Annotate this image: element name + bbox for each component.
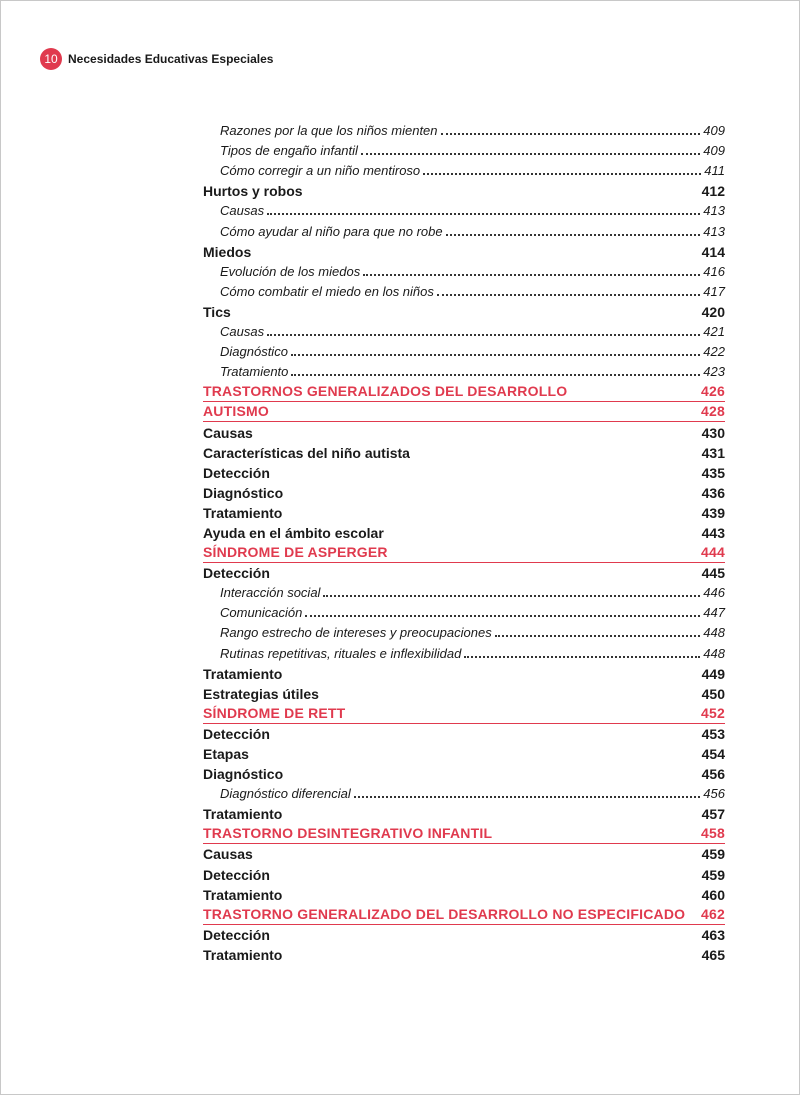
book-title: Necesidades Educativas Especiales	[68, 52, 274, 66]
toc-entry-label: Tratamiento	[220, 364, 289, 380]
toc-entry-page-number: 463	[701, 926, 725, 943]
toc-entry-label: Rutinas repetitivas, rituales e inflexibilidad	[220, 645, 462, 661]
toc-entry-page-number: 435	[701, 464, 725, 481]
toc-entry-topic[interactable]	[203, 744, 725, 764]
toc-entry-label: Cómo ayudar al niño para que no robe	[220, 223, 443, 239]
toc-entry-page-number: 420	[701, 303, 725, 320]
toc-entry-label: Causas	[220, 324, 265, 340]
toc-entry-page-number: 444	[701, 544, 725, 561]
toc-entry-sub[interactable]	[203, 623, 725, 643]
toc-entry-topic[interactable]	[203, 945, 725, 965]
toc-entry-label: Tipos de engaño infantil	[220, 143, 358, 159]
toc-entry-sub[interactable]	[203, 342, 725, 362]
toc-entry-topic[interactable]	[203, 684, 725, 704]
page-number-badge: 10	[40, 48, 62, 70]
toc-entry-page-number: 447	[703, 605, 725, 621]
toc-entry-sub[interactable]	[203, 141, 725, 161]
toc-entry-page-number: 445	[701, 565, 725, 582]
toc-entry-topic[interactable]	[203, 664, 725, 684]
toc-entry-label: Tratamiento	[203, 946, 283, 963]
toc-entry-page-number: 413	[703, 203, 725, 219]
toc-entry-page-number: 412	[701, 183, 725, 200]
toc-entry-section[interactable]	[203, 824, 725, 844]
toc-entry-label: Comunicación	[220, 605, 303, 621]
toc-entry-topic[interactable]	[203, 443, 725, 463]
toc-entry-label: Evolución de los miedos	[220, 263, 361, 279]
dot-leader	[363, 274, 700, 276]
toc-entry-label: Interacción social	[220, 585, 321, 601]
toc-entry-label: SÍNDROME DE ASPERGER	[203, 544, 388, 561]
toc-entry-page-number: 411	[704, 163, 725, 179]
toc-entry-sub[interactable]	[203, 603, 725, 623]
toc-entry-page-number: 453	[701, 725, 725, 742]
toc-entry-label: AUTISMO	[203, 403, 269, 420]
toc-entry-page-number: 413	[703, 223, 725, 239]
toc-entry-page-number: 431	[701, 444, 725, 461]
toc-entry-label: Diagnóstico diferencial	[220, 786, 351, 802]
toc-entry-topic[interactable]	[203, 925, 725, 945]
toc-entry-page-number: 448	[703, 645, 725, 661]
toc-entry-label: Rango estrecho de intereses y preocupaciones	[220, 625, 492, 641]
toc-entry-label: Etapas	[203, 746, 249, 762]
toc-entry-label: Tratamiento	[203, 665, 283, 682]
dot-leader	[305, 615, 700, 617]
toc-entry-section[interactable]	[203, 402, 725, 422]
toc-entry-label: Detección	[203, 926, 270, 943]
toc-entry-page-number: 421	[703, 324, 725, 340]
toc-entry-page-number: 443	[701, 524, 725, 541]
toc-entry-label: Ayuda en el ámbito escolar	[203, 524, 384, 541]
toc-entry-page-number: 423	[703, 364, 725, 380]
toc-entry-label: Características del niño autista	[203, 444, 410, 461]
toc-entry-sub[interactable]	[203, 262, 725, 282]
toc-entry-topic[interactable]	[203, 483, 725, 503]
toc-entry-label: Detección	[203, 725, 270, 742]
toc-entry-page-number: 417	[703, 283, 725, 299]
toc-entry-page-number: 436	[701, 484, 725, 501]
toc-entry-page-number: 456	[701, 766, 725, 783]
running-header	[40, 48, 273, 70]
toc-entry-label: Tratamiento	[203, 806, 283, 823]
toc-entry-page-number: 409	[703, 143, 725, 159]
toc-entry-label: TRASTORNOS GENERALIZADOS DEL DESARROLLO	[203, 383, 568, 400]
toc-entry-label: Miedos	[203, 243, 252, 260]
toc-entry-sub[interactable]	[203, 583, 725, 603]
toc-entry-label: Causas	[220, 203, 265, 219]
toc-entry-topic[interactable]	[203, 724, 725, 744]
toc-entry-page-number: 460	[701, 886, 725, 903]
toc-entry-label: Diagnóstico	[220, 344, 288, 360]
toc-entry-page-number: 457	[701, 806, 725, 823]
toc-entry-label: SÍNDROME DE RETT	[203, 704, 346, 721]
toc-entry-sub[interactable]	[203, 121, 725, 141]
dot-leader	[464, 656, 700, 658]
toc-entry-label: TRASTORNO GENERALIZADO DEL DESARROLLO NO ESPECIFICADO	[203, 905, 686, 922]
toc-entry-label: Cómo corregir a un niño mentiroso	[220, 163, 421, 179]
toc-entry-label: Detección	[203, 565, 270, 582]
toc-entry-topic[interactable]	[203, 804, 725, 824]
toc-entry-label: Tratamiento	[203, 504, 283, 521]
dot-leader	[446, 234, 701, 236]
toc-entry-topic[interactable]	[203, 523, 725, 543]
toc-entry-label: Diagnóstico	[203, 766, 284, 783]
toc-entry-topic[interactable]	[203, 885, 725, 905]
dot-leader	[354, 796, 701, 798]
toc-entry-sub[interactable]	[203, 643, 725, 663]
dot-leader	[291, 354, 700, 356]
toc-entry-label: Diagnóstico	[203, 484, 284, 501]
toc-entry-page-number: 465	[701, 946, 725, 963]
toc-entry-topic[interactable]	[203, 242, 725, 262]
dot-leader	[267, 213, 700, 215]
toc-entry-sub[interactable]	[203, 784, 725, 804]
toc-entry-section[interactable]	[203, 704, 725, 724]
toc-entry-page-number: 426	[701, 383, 725, 400]
toc-entry-label: Causas	[203, 846, 253, 863]
toc-entry-page-number: 449	[701, 665, 725, 682]
toc-entry-sub[interactable]	[203, 221, 725, 241]
toc-entry-sub[interactable]	[203, 322, 725, 342]
dot-leader	[291, 374, 700, 376]
toc-entry-sub[interactable]	[203, 282, 725, 302]
toc-entry-page-number: 446	[703, 585, 725, 601]
toc-entry-page-number: 462	[701, 905, 725, 922]
toc-entry-topic[interactable]	[203, 422, 725, 442]
dot-leader	[267, 334, 700, 336]
dot-leader	[437, 294, 700, 296]
toc-entry-page-number: 414	[701, 243, 725, 260]
toc-entry-label: Cómo combatir el miedo en los niños	[220, 283, 434, 299]
table-of-contents	[203, 121, 725, 965]
toc-entry-sub[interactable]	[203, 161, 725, 181]
toc-entry-label: Estrategias útiles	[203, 685, 319, 702]
toc-entry-sub[interactable]	[203, 362, 725, 382]
toc-entry-page-number: 459	[701, 866, 725, 883]
toc-entry-section[interactable]	[203, 543, 725, 563]
toc-entry-label: Causas	[203, 424, 253, 441]
toc-entry-label: Detección	[203, 866, 270, 883]
toc-entry-topic[interactable]	[203, 503, 725, 523]
toc-entry-topic[interactable]	[203, 302, 725, 322]
toc-entry-label: Tics	[203, 303, 231, 320]
toc-entry-page-number: 409	[703, 123, 725, 139]
toc-entry-page-number: 439	[701, 504, 725, 521]
toc-entry-label: Detección	[203, 464, 270, 481]
dot-leader	[361, 153, 700, 155]
toc-entry-section[interactable]	[203, 905, 725, 925]
toc-entry-page-number: 454	[701, 746, 725, 762]
toc-entry-topic[interactable]	[203, 181, 725, 201]
toc-entry-topic[interactable]	[203, 844, 725, 864]
toc-entry-label: Razones por la que los niños mienten	[220, 123, 438, 139]
dot-leader	[441, 133, 701, 135]
dot-leader	[495, 635, 701, 637]
toc-entry-page-number: 458	[701, 825, 725, 842]
dot-leader	[323, 595, 700, 597]
toc-entry-topic[interactable]	[203, 563, 725, 583]
toc-entry-label: Tratamiento	[203, 886, 283, 903]
toc-entry-page-number: 428	[701, 403, 725, 420]
toc-entry-sub[interactable]	[203, 201, 725, 221]
toc-entry-page-number: 450	[701, 685, 725, 702]
dot-leader	[423, 173, 701, 175]
toc-entry-topic[interactable]	[203, 864, 725, 884]
toc-entry-topic[interactable]	[203, 463, 725, 483]
toc-entry-page-number: 416	[703, 263, 725, 279]
toc-entry-page-number: 430	[701, 424, 725, 441]
toc-entry-label: TRASTORNO DESINTEGRATIVO INFANTIL	[203, 825, 493, 842]
toc-entry-topic[interactable]	[203, 764, 725, 784]
toc-entry-page-number: 452	[701, 704, 725, 721]
toc-entry-page-number: 448	[703, 625, 725, 641]
toc-entry-page-number: 456	[703, 786, 725, 802]
toc-entry-section[interactable]	[203, 382, 725, 402]
toc-entry-page-number: 422	[703, 344, 725, 360]
toc-entry-page-number: 459	[701, 846, 725, 863]
toc-entry-label: Hurtos y robos	[203, 183, 303, 200]
